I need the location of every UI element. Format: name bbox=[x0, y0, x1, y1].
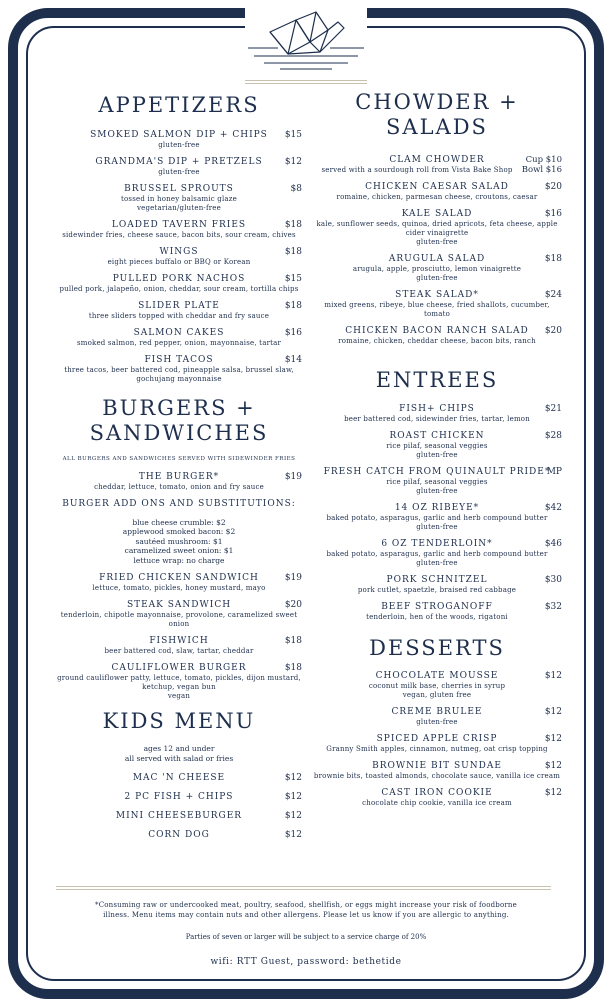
menu-item bbox=[56, 274, 302, 294]
item-price: $8 bbox=[290, 184, 302, 195]
item-price: $15 bbox=[284, 274, 302, 285]
menu-item bbox=[56, 663, 302, 701]
addon-item: blue cheese crumble: $2 bbox=[132, 517, 226, 527]
item-name: FRESH CATCH FROM QUINAULT PRIDE* bbox=[323, 466, 551, 477]
item-price: $16 bbox=[544, 209, 562, 220]
item-desc: pulled pork, jalapeño, onion, cheddar, sour cream, tortilla chips bbox=[59, 285, 299, 294]
item-desc: Granny Smith apples, cinnamon, nutmeg, oat crisp topping bbox=[326, 744, 548, 753]
item-desc: tossed in honey balsamic glaze vegetarian/gluten-free bbox=[121, 195, 237, 213]
item-price: $12 bbox=[544, 706, 562, 717]
item-desc: beer battered cod, sidewinder fries, tartar, lemon bbox=[344, 414, 530, 423]
item-name: GRANDMA'S DIP + PRETZELS bbox=[95, 157, 263, 168]
item-name: SPICED APPLE CRISP bbox=[376, 733, 498, 744]
menu-item bbox=[312, 182, 562, 202]
menu-item bbox=[56, 472, 302, 492]
kids-title: KIDS MENU bbox=[102, 709, 256, 734]
item-name: CAULIFLOWER BURGER bbox=[111, 663, 247, 674]
item-name: CHOCOLATE MOUSSE bbox=[375, 670, 499, 681]
addon-item: applewood smoked bacon: $2 bbox=[122, 527, 236, 537]
entrees-title: ENTREES bbox=[375, 368, 499, 393]
price-bowl: Bowl $16 bbox=[521, 165, 562, 176]
item-name: FISHWICH bbox=[149, 636, 209, 647]
menu-item bbox=[312, 734, 562, 754]
chowder-title-line1: CHOWDER + bbox=[355, 90, 519, 114]
item-price: $18 bbox=[284, 247, 302, 258]
item-name: KALE SALAD bbox=[401, 209, 473, 220]
paper-boat-icon bbox=[248, 8, 364, 74]
item-name: SALMON CAKES bbox=[133, 328, 225, 339]
item-price: $28 bbox=[544, 430, 562, 441]
price-cup: Cup $10 bbox=[525, 155, 562, 166]
left-column bbox=[56, 88, 302, 848]
item-name: WINGS bbox=[159, 247, 199, 258]
menu-item bbox=[312, 575, 562, 595]
item-name: BROWNIE BIT SUNDAE bbox=[372, 760, 502, 771]
item-name: ROAST CHICKEN bbox=[389, 430, 485, 441]
item-name: CLAM CHOWDER bbox=[389, 155, 485, 166]
menu-item bbox=[312, 155, 562, 175]
addon-item: lettuce wrap: no charge bbox=[133, 555, 225, 565]
item-name: LOADED TAVERN FRIES bbox=[111, 220, 247, 231]
item-desc: cheddar, lettuce, tomato, onion and fry sauce bbox=[94, 482, 264, 491]
menu-item bbox=[312, 290, 562, 319]
item-name: CREME BRULEE bbox=[391, 706, 483, 717]
item-desc: gluten-free bbox=[158, 168, 200, 177]
item-price: $18 bbox=[284, 220, 302, 231]
burgers-title: BURGERS + SANDWICHES bbox=[89, 396, 269, 446]
item-price-group bbox=[522, 155, 562, 175]
addon-item: sautéed mushroom: $1 bbox=[135, 536, 223, 546]
item-price: $30 bbox=[544, 574, 562, 585]
menu-item bbox=[56, 157, 302, 177]
item-name: BEEF STROGANOFF bbox=[381, 601, 493, 612]
item-name: STEAK SANDWICH bbox=[126, 600, 232, 611]
item-name: BRUSSEL SPROUTS bbox=[124, 184, 234, 195]
item-price: $12 bbox=[284, 792, 302, 803]
item-desc: gluten-free bbox=[416, 717, 458, 726]
item-name: STEAK SALAD* bbox=[395, 290, 479, 301]
item-name: SLIDER PLATE bbox=[138, 301, 220, 312]
item-desc: sidewinder fries, cheese sauce, bacon bits, sour cream, chives bbox=[62, 231, 296, 240]
item-desc: pork cutlet, spaetzle, braised red cabbage bbox=[357, 585, 517, 594]
addons-list bbox=[56, 518, 302, 566]
item-desc: coconut milk base, cherries in syrup vegan, gluten free bbox=[368, 681, 506, 699]
top-divider bbox=[245, 80, 367, 84]
item-desc: romaine, chicken, parmesan cheese, croutons, caesar bbox=[336, 193, 538, 202]
menu-item bbox=[312, 788, 562, 808]
item-name: 2 PC FISH + CHIPS bbox=[124, 792, 234, 803]
kids-note-age: ages 12 and under bbox=[143, 744, 215, 754]
item-price: $16 bbox=[284, 328, 302, 339]
addons-title: BURGER ADD ONS AND SUBSTITUTIONS: bbox=[62, 498, 296, 509]
menu-item bbox=[312, 254, 562, 283]
item-name: 14 OZ RIBEYE* bbox=[394, 502, 480, 513]
item-desc: tenderloin, chipotle mayonnaise, provolone, caramelized sweet onion bbox=[60, 611, 298, 629]
item-name: PORK SCHNITZEL bbox=[386, 574, 488, 585]
item-desc: lettuce, tomato, pickles, honey mustard, mayo bbox=[92, 584, 266, 593]
item-name: FRIED CHICKEN SANDWICH bbox=[99, 573, 259, 584]
item-desc: rice pilaf, seasonal veggies gluten-free bbox=[386, 477, 488, 495]
item-desc: smoked salmon, red pepper, onion, mayonnaise, tartar bbox=[76, 339, 282, 348]
item-desc: eight pieces buffalo or BBQ or Korean bbox=[107, 258, 251, 267]
item-price: $14 bbox=[284, 355, 302, 366]
item-price: $12 bbox=[544, 760, 562, 771]
menu-item bbox=[56, 184, 302, 213]
item-name: 6 OZ TENDERLOIN* bbox=[381, 538, 493, 549]
menu-item bbox=[56, 247, 302, 267]
consume-line-1: *Consuming raw or undercooked meat, poultry, seafood, shellfish, or eggs might increase your risk of foodborne bbox=[95, 901, 517, 909]
kids-note-sides: all served with salad or fries bbox=[124, 753, 234, 763]
menu-item bbox=[312, 209, 562, 247]
item-desc: baked potato, asparagus, garlic and herb compound butter gluten-free bbox=[326, 513, 548, 531]
item-price: MP bbox=[546, 466, 562, 477]
item-price: $18 bbox=[284, 663, 302, 674]
item-price: $19 bbox=[284, 471, 302, 482]
item-desc: chocolate chip cookie, vanilla ice cream bbox=[362, 798, 512, 807]
item-price: $12 bbox=[544, 733, 562, 744]
menu-item bbox=[56, 600, 302, 629]
right-column bbox=[312, 88, 562, 815]
desserts-title: DESSERTS bbox=[369, 635, 505, 660]
item-desc: arugula, apple, prosciutto, lemon vinaigrette gluten-free bbox=[352, 265, 522, 283]
item-price: $18 bbox=[284, 301, 302, 312]
menu-item bbox=[56, 636, 302, 656]
item-desc: mixed greens, ribeye, blue cheese, fried shallots, cucumber, tomato bbox=[324, 301, 550, 319]
consume-line-2: illness. Menu items may contain nuts and other allergens. Please let us know if you are allergic to anything. bbox=[103, 911, 509, 919]
chowder-title-line2: SALADS bbox=[386, 115, 488, 140]
item-name: CHICKEN CAESAR SALAD bbox=[365, 182, 509, 193]
wifi-info: wifi: RTT Guest, password: bethetide bbox=[210, 957, 402, 967]
menu-item bbox=[312, 707, 562, 727]
menu-item bbox=[312, 503, 562, 532]
item-desc: tenderloin, hen of the woods, rigatoni bbox=[366, 612, 508, 621]
item-desc: three sliders topped with cheddar and fry sauce bbox=[88, 312, 270, 321]
menu-item bbox=[56, 792, 302, 803]
item-price: $20 bbox=[544, 326, 562, 337]
bottom-divider bbox=[56, 886, 551, 890]
item-desc: beer battered cod, slaw, tartar, cheddar bbox=[104, 647, 254, 656]
item-price: $20 bbox=[544, 182, 562, 193]
item-name: ARUGULA SALAD bbox=[388, 254, 486, 265]
consumption-warning bbox=[60, 900, 552, 920]
menu-item bbox=[56, 573, 302, 593]
menu-item bbox=[56, 355, 302, 384]
item-price: $19 bbox=[284, 573, 302, 584]
appetizers-title: APPETIZERS bbox=[98, 93, 260, 117]
menu-item bbox=[312, 431, 562, 460]
item-name: MAC 'N CHEESE bbox=[132, 773, 226, 784]
item-price: $21 bbox=[544, 403, 562, 414]
menu-item bbox=[312, 539, 562, 568]
menu-item bbox=[56, 811, 302, 822]
menu-item bbox=[312, 602, 562, 622]
item-price: $12 bbox=[284, 830, 302, 841]
item-desc: rice pilaf, seasonal veggies gluten-free bbox=[386, 441, 488, 459]
menu-item bbox=[312, 671, 562, 700]
item-price: $15 bbox=[284, 130, 302, 141]
menu-item bbox=[56, 301, 302, 321]
item-price: $32 bbox=[544, 601, 562, 612]
burgers-note: ALL BURGERS AND SANDWICHES SERVED WITH SIDEWINDER FRIES bbox=[62, 455, 296, 462]
item-name: SMOKED SALMON DIP + CHIPS bbox=[90, 130, 268, 141]
item-name: FISH TACOS bbox=[144, 355, 214, 366]
item-name: THE BURGER* bbox=[138, 471, 220, 482]
item-price: $20 bbox=[284, 600, 302, 611]
item-name: FISH+ CHIPS bbox=[399, 403, 475, 414]
menu-item bbox=[312, 761, 562, 781]
menu-item bbox=[312, 404, 562, 424]
item-desc: served with a sourdough roll from Vista Bake Shop bbox=[321, 166, 513, 175]
item-desc: three tacos, beer battered cod, pineapple salsa, brussel slaw, gochujang mayonnaise bbox=[64, 366, 294, 384]
menu-item bbox=[56, 830, 302, 841]
item-price: $12 bbox=[284, 773, 302, 784]
item-desc: kale, sunflower seeds, quinoa, dried apricots, feta cheese, apple cider vinaigrette gluten-free bbox=[316, 220, 558, 247]
item-price: $12 bbox=[544, 787, 562, 798]
item-price: $12 bbox=[284, 157, 302, 168]
item-price: $18 bbox=[284, 636, 302, 647]
item-desc: baked potato, asparagus, garlic and herb compound butter gluten-free bbox=[326, 549, 548, 567]
item-price: $24 bbox=[544, 290, 562, 301]
item-name: CORN DOG bbox=[148, 830, 210, 841]
appetizers-list bbox=[56, 130, 302, 384]
item-price: $12 bbox=[544, 670, 562, 681]
menu-item bbox=[56, 328, 302, 348]
item-desc: romaine, chicken, cheddar cheese, bacon bits, ranch bbox=[338, 337, 536, 346]
party-service-charge: Parties of seven or larger will be subject to a service charge of 20% bbox=[185, 933, 427, 941]
item-desc: ground cauliflower patty, lettuce, tomato, pickles, dijon mustard, ketchup, vegan bun vegan bbox=[57, 674, 301, 701]
menu-item bbox=[56, 220, 302, 240]
menu-item bbox=[56, 130, 302, 150]
addon-item: caramelized sweet onion: $1 bbox=[124, 546, 234, 556]
item-price: $18 bbox=[544, 254, 562, 265]
item-price: $42 bbox=[544, 502, 562, 513]
item-price: $46 bbox=[544, 538, 562, 549]
item-name: PULLED PORK NACHOS bbox=[112, 274, 246, 285]
item-price: $12 bbox=[284, 811, 302, 822]
item-desc: brownie bits, toasted almonds, chocolate sauce, vanilla ice cream bbox=[313, 771, 561, 780]
item-name: CHICKEN BACON RANCH SALAD bbox=[345, 326, 529, 337]
menu-item bbox=[312, 467, 562, 496]
item-name: MINI CHEESEBURGER bbox=[115, 811, 243, 822]
menu-item bbox=[56, 773, 302, 784]
menu-item bbox=[312, 326, 562, 346]
item-name: CAST IRON COOKIE bbox=[381, 787, 493, 798]
item-desc: gluten-free bbox=[158, 141, 200, 150]
